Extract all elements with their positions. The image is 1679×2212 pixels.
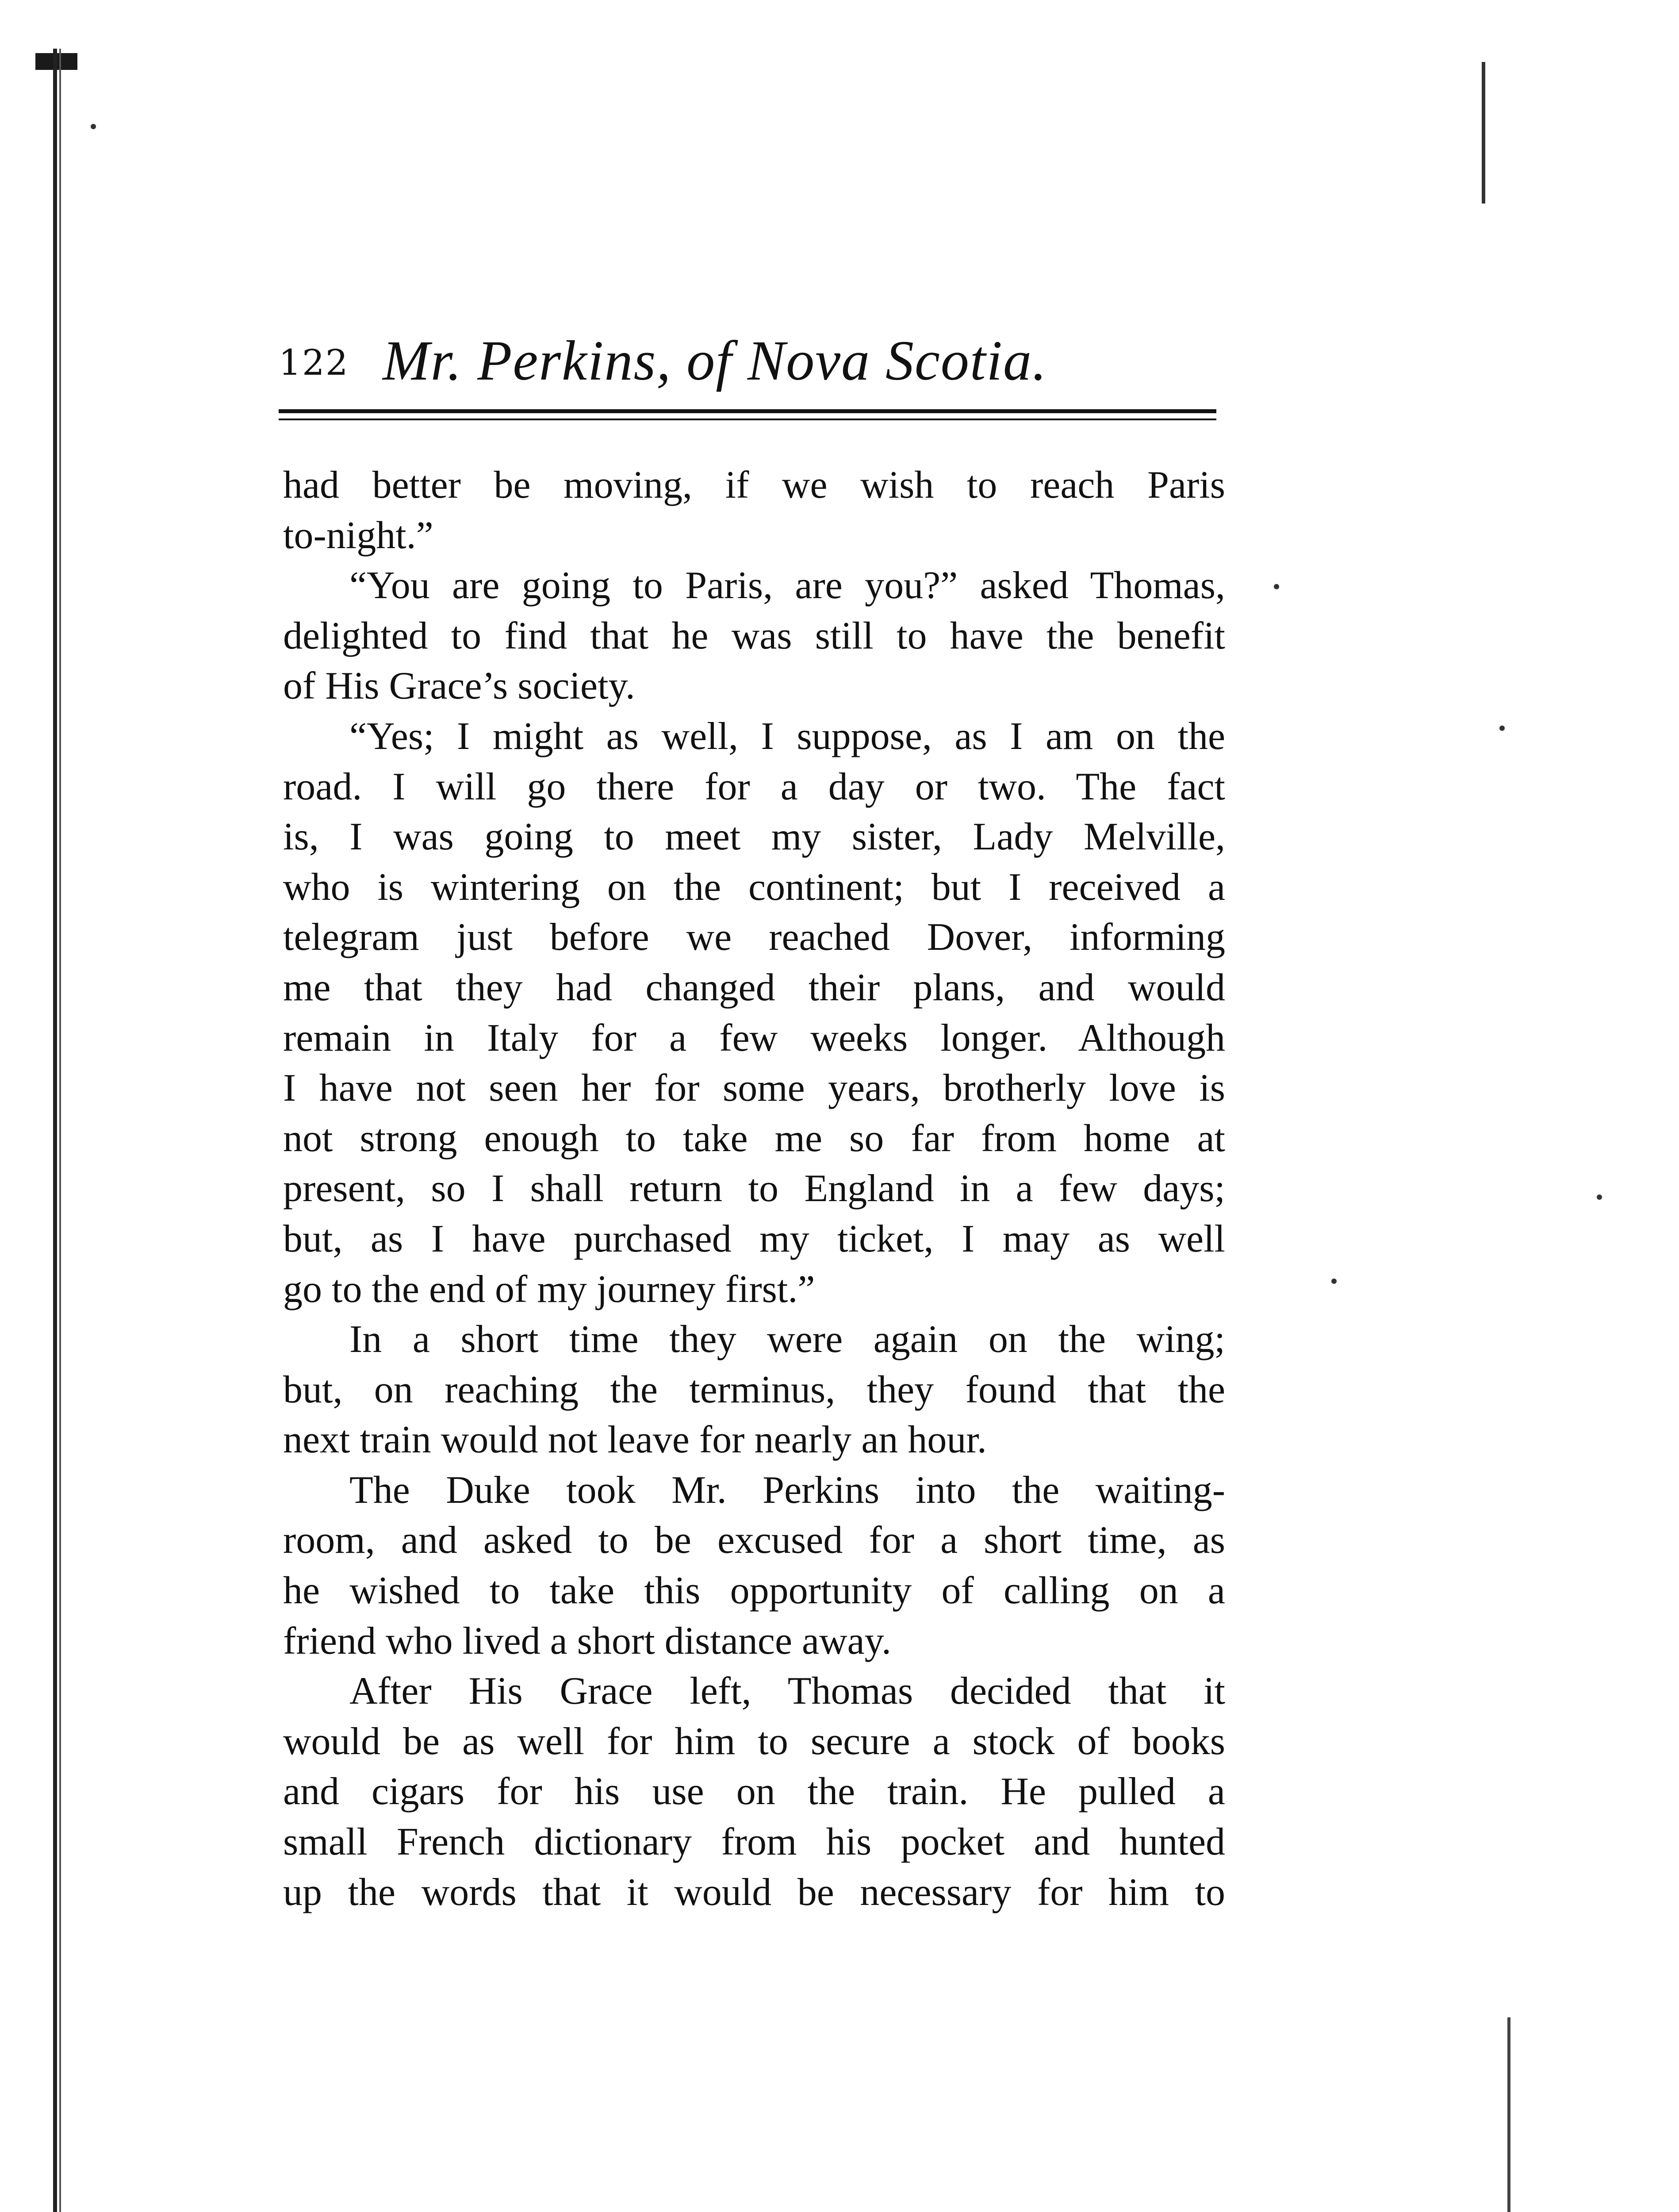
scan-speck	[1597, 1194, 1602, 1200]
text-line: The Duke took Mr. Perkins into the waiting-	[349, 1468, 1225, 1512]
text-line: I have not seen her for some years, brotherly love is	[283, 1067, 1225, 1110]
text-line: and cigars for his use on the train. He pulled a	[283, 1770, 1225, 1813]
text-line: present, so I shall return to England in a few days;	[283, 1167, 1225, 1210]
page-number: 122	[279, 342, 349, 383]
scan-speck	[91, 124, 96, 129]
text-line: road. I will go there for a day or two. The fact	[283, 765, 1225, 808]
running-head	[279, 327, 1216, 398]
header-rule-thick	[279, 409, 1216, 413]
text-line: of His Grace’s society.	[283, 664, 635, 708]
text-line: who is wintering on the continent; but I received a	[283, 865, 1225, 909]
text-line: had better be moving, if we wish to reach Paris	[283, 464, 1225, 507]
text-line: but, on reaching the terminus, they found that the	[283, 1368, 1225, 1411]
body-text	[283, 460, 1225, 1917]
text-line: to-night.”	[283, 514, 433, 557]
text-line: delighted to find that he was still to have the benefit	[283, 614, 1225, 657]
text-line: room, and asked to be excused for a short time, as	[283, 1519, 1225, 1562]
scan-left-border	[53, 49, 63, 2212]
text-line: telegram just before we reached Dover, informing	[283, 916, 1225, 959]
text-line: up the words that it would be necessary for him to	[283, 1870, 1225, 1914]
text-line: he wished to take this opportunity of calling on a	[283, 1569, 1225, 1613]
scan-right-mark	[1482, 62, 1485, 204]
header-rule-thin	[279, 419, 1216, 420]
text-line: In a short time they were again on the wing;	[349, 1318, 1225, 1361]
scan-speck	[1274, 584, 1279, 589]
text-line: go to the end of my journey first.”	[283, 1267, 815, 1311]
text-line: not strong enough to take me so far from home at	[283, 1117, 1225, 1160]
scan-speck	[1499, 726, 1505, 731]
scan-speck	[1331, 1279, 1337, 1284]
text-line: would be as well for him to secure a stock of books	[283, 1720, 1225, 1763]
text-line: friend who lived a short distance away.	[283, 1619, 891, 1663]
text-line: “Yes; I might as well, I suppose, as I am on the	[349, 714, 1225, 758]
text-line: small French dictionary from his pocket and hunted	[283, 1820, 1225, 1864]
text-line: me that they had changed their plans, and would	[283, 966, 1225, 1009]
text-line: is, I was going to meet my sister, Lady Melville,	[283, 815, 1225, 859]
scan-right-mark-lower	[1507, 2017, 1510, 2212]
text-line: but, as I have purchased my ticket, I may as well	[283, 1217, 1225, 1260]
text-line: next train would not leave for nearly an hour.	[283, 1418, 987, 1462]
book-title: Mr. Perkins, of Nova Scotia.	[383, 329, 1047, 392]
text-line: After His Grace left, Thomas decided that it	[349, 1670, 1225, 1713]
text-line: “You are going to Paris, are you?” asked Thomas,	[349, 564, 1225, 607]
text-line: remain in Italy for a few weeks longer. Although	[283, 1016, 1225, 1060]
